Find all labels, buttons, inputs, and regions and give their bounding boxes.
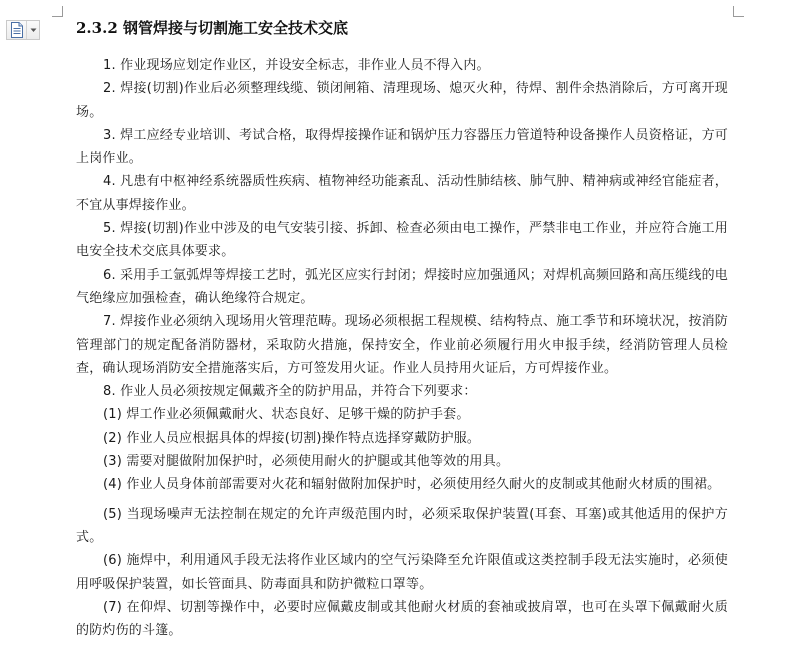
sub-item-7: (7) 在仰焊、切割等操作中，必要时应佩戴皮制或其他耐火材质的套袖或披肩罩，也可在头罩下佩戴耐火质的防灼伤的斗篷。 (76, 599, 728, 639)
margin-corner-mark-left (52, 6, 63, 17)
sub-item-5: (5) 当现场噪声无法控制在规定的允许声级范围内时，必须采取保护装置(耳套、耳塞)或其他适用的保护方式。 (76, 506, 728, 545)
sub-item-4: (4) 作业人员身体前部需要对火花和辐射做附加保护时，必须使用经久耐火的皮制或其他耐火材质的围裙。 (103, 477, 721, 493)
paragraph-2: 2. 焊接(切割)作业后必须整理线缆、锁闭闸箱、清理现场、熄灭火种，待焊、割件余热消除后，方可离开现场。 (76, 81, 728, 120)
section-title: 2.3.2 钢管焊接与切割施工安全技术交底 (76, 19, 348, 37)
paragraph-7: 7. 焊接作业必须纳入现场用火管理范畴。现场必须根据工程规模、结构特点、施工季节和环境状况，按消防管理部门的规定配备消防器材，采取防火措施，保持安全，作业前必须履行用火申报手续，经消防管理人员检查，确认现场消防安全措施落实后，方可签发用火证。作业人员持用火证后，方可焊接作业。 (76, 314, 728, 376)
paragraph-4: 4. 凡患有中枢神经系统器质性疾病、植物神经功能紊乱、活动性肺结核、肺气肿、精神病或神经官能症者，不宜从事焊接作业。 (76, 174, 728, 213)
document-body (76, 16, 728, 642)
paragraph-5: 5. 焊接(切割)作业中涉及的电气安装引接、拆卸、检查必须由电工操作，严禁非电工作业，并应符合施工用电安全技术交底具体要求。 (76, 221, 728, 260)
document-icon (7, 21, 26, 39)
sub-item-3: (3) 需要对腿做附加保护时，必须使用耐火的护腿或其他等效的用具。 (103, 454, 510, 470)
margin-corner-mark-right (733, 6, 744, 17)
sub-item-1: (1) 焊工作业必须佩戴耐火、状态良好、足够干燥的防护手套。 (103, 407, 470, 423)
paragraph-8: 8. 作业人员必须按规定佩戴齐全的防护用品，并符合下列要求： (103, 384, 477, 400)
paragraph-6: 6. 采用手工氩弧焊等焊接工艺时，弧光区应实行封闭；焊接时应加强通风；对焊机高频回路和高压缆线的电气绝缘应加强检查，确认绝缘符合规定。 (76, 267, 728, 306)
chevron-down-icon (26, 21, 39, 39)
sub-item-6: (6) 施焊中，利用通风手段无法将作业区域内的空气污染降至允许限值或这类控制手段无法实施时，必须使用呼吸保护装置，如长管面具、防毒面具和防护微粒口罩等。 (76, 553, 728, 592)
paragraph-1: 1. 作业现场应划定作业区，并设安全标志，非作业人员不得入内。 (103, 58, 490, 73)
sub-item-2: (2) 作业人员应根据具体的焊接(切割)操作特点选择穿戴防护服。 (103, 430, 481, 446)
document-menu-button[interactable] (6, 20, 40, 40)
paragraph-3: 3. 焊工应经专业培训、考试合格，取得焊接操作证和锅炉压力容器压力管道特种设备操作人员资格证，方可上岗作业。 (76, 127, 728, 167)
left-gutter (0, 0, 47, 647)
